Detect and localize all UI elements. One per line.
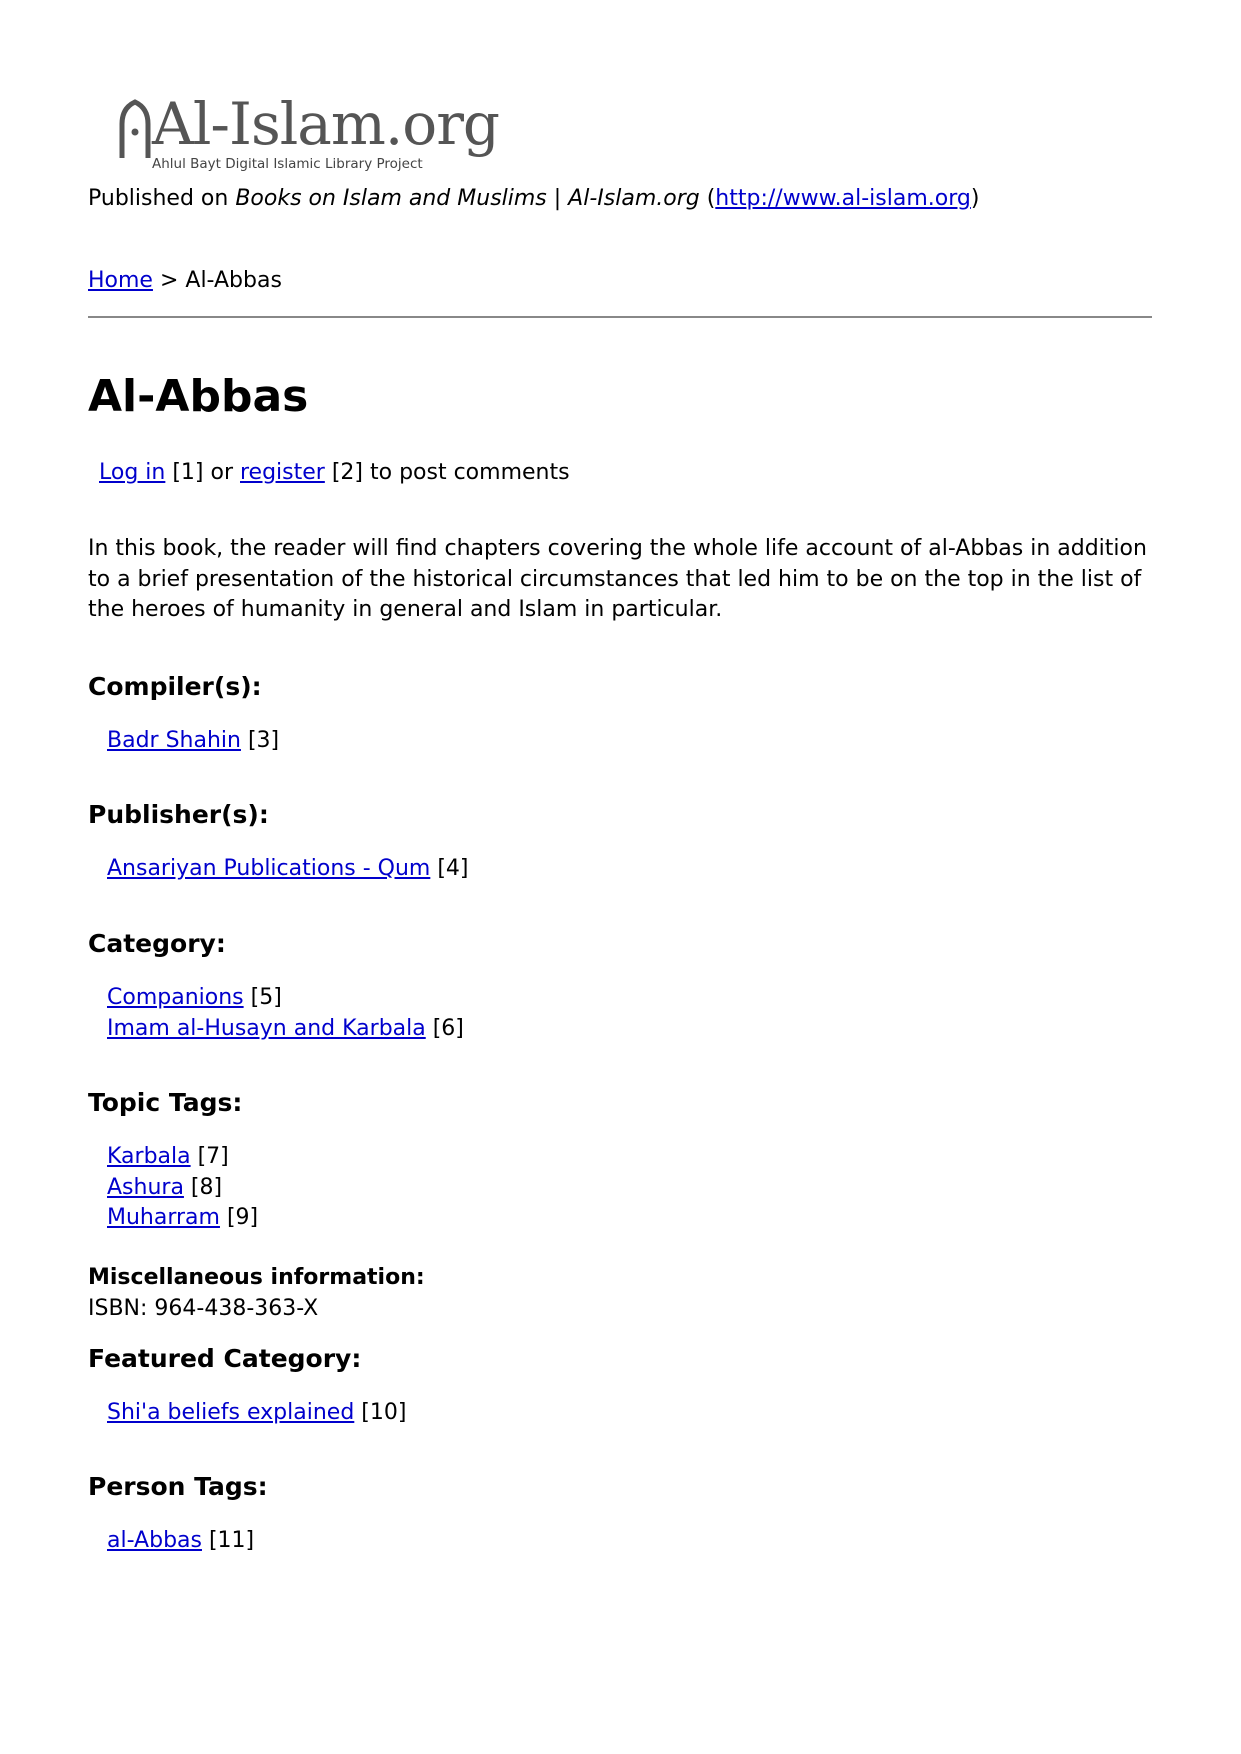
breadcrumb-home-link[interactable]: Home [88, 268, 153, 293]
ref-number: [9] [219, 1205, 259, 1230]
person-tag-link[interactable]: al-Abbas [107, 1528, 202, 1553]
published-close: ) [970, 186, 980, 211]
published-open: ( [699, 186, 716, 211]
breadcrumb-current: Al-Abbas [185, 268, 282, 293]
list-item [107, 1142, 258, 1173]
published-line [88, 186, 979, 211]
published-prefix: Published on [88, 186, 236, 211]
category-list [107, 983, 464, 1044]
header-divider [88, 316, 1152, 318]
breadcrumb [88, 268, 282, 293]
list-item [107, 983, 464, 1014]
compiler-link[interactable]: Badr Shahin [107, 728, 241, 753]
list-item [107, 1014, 464, 1045]
register-link[interactable]: register [240, 460, 325, 485]
list-item [107, 726, 279, 757]
register-ref: [2] to post comments [324, 460, 570, 485]
publishers-heading: Publisher(s): [88, 800, 269, 829]
featured-category-list [107, 1398, 406, 1429]
list-item [107, 1398, 406, 1429]
ref-number: [5] [243, 985, 282, 1010]
site-logo[interactable] [118, 90, 500, 182]
featured-category-link[interactable]: Shi'a beliefs explained [107, 1400, 355, 1425]
topic-tag-link[interactable]: Ashura [107, 1174, 184, 1200]
logo-subtitle: Ahlul Bayt Digital Islamic Library Project [152, 156, 423, 172]
isbn-value: ISBN: 964-438-363-X [88, 1296, 319, 1321]
list-item [107, 854, 469, 885]
page-title: Al-Abbas [88, 371, 309, 422]
person-tags-list [107, 1526, 254, 1557]
list-item [107, 1203, 258, 1234]
ref-number: [7] [190, 1144, 229, 1169]
topic-tags-list [107, 1142, 258, 1234]
featured-category-heading: Featured Category: [88, 1344, 362, 1373]
published-site: Books on Islam and Muslims | Al-Islam.org [235, 186, 700, 211]
breadcrumb-separator: > [152, 268, 186, 293]
site-url-link[interactable]: http://www.al-islam.org [715, 186, 971, 211]
ref-number: [10] [354, 1400, 407, 1425]
topic-tag-link[interactable]: Karbala [107, 1144, 191, 1169]
ref-number: [3] [240, 728, 280, 753]
logo-wordmark: Al-Islam.org [152, 90, 500, 158]
list-item [107, 1526, 254, 1557]
category-link[interactable]: Companions [107, 985, 244, 1010]
misc-info-heading: Miscellaneous information: [88, 1265, 425, 1290]
ref-number: [8] [183, 1174, 223, 1200]
book-description: In this book, the reader will find chapters covering the whole life account of al-Abbas in addition to a brief presentation of the historical circumstances that led him to be on the top in the list of the heroes of humanity in general and Islam in particular. [88, 536, 1147, 622]
list-item [107, 1173, 258, 1204]
ref-number: [11] [201, 1528, 255, 1553]
comments-prompt [99, 460, 570, 485]
ref-number: [6] [425, 1015, 464, 1041]
category-heading: Category: [88, 929, 226, 958]
person-tags-heading: Person Tags: [88, 1472, 268, 1501]
login-ref: [1] or [165, 460, 240, 485]
mosque-arch-icon [118, 98, 152, 160]
compilers-heading: Compiler(s): [88, 672, 262, 701]
topic-tag-link[interactable]: Muharram [107, 1205, 220, 1230]
publisher-link[interactable]: Ansariyan Publications - Qum [107, 856, 431, 881]
publishers-list [107, 854, 469, 885]
compilers-list [107, 726, 279, 757]
login-link[interactable]: Log in [99, 460, 166, 485]
topic-tags-heading: Topic Tags: [88, 1088, 243, 1117]
ref-number: [4] [430, 856, 469, 881]
category-link[interactable]: Imam al-Husayn and Karbala [107, 1015, 426, 1041]
